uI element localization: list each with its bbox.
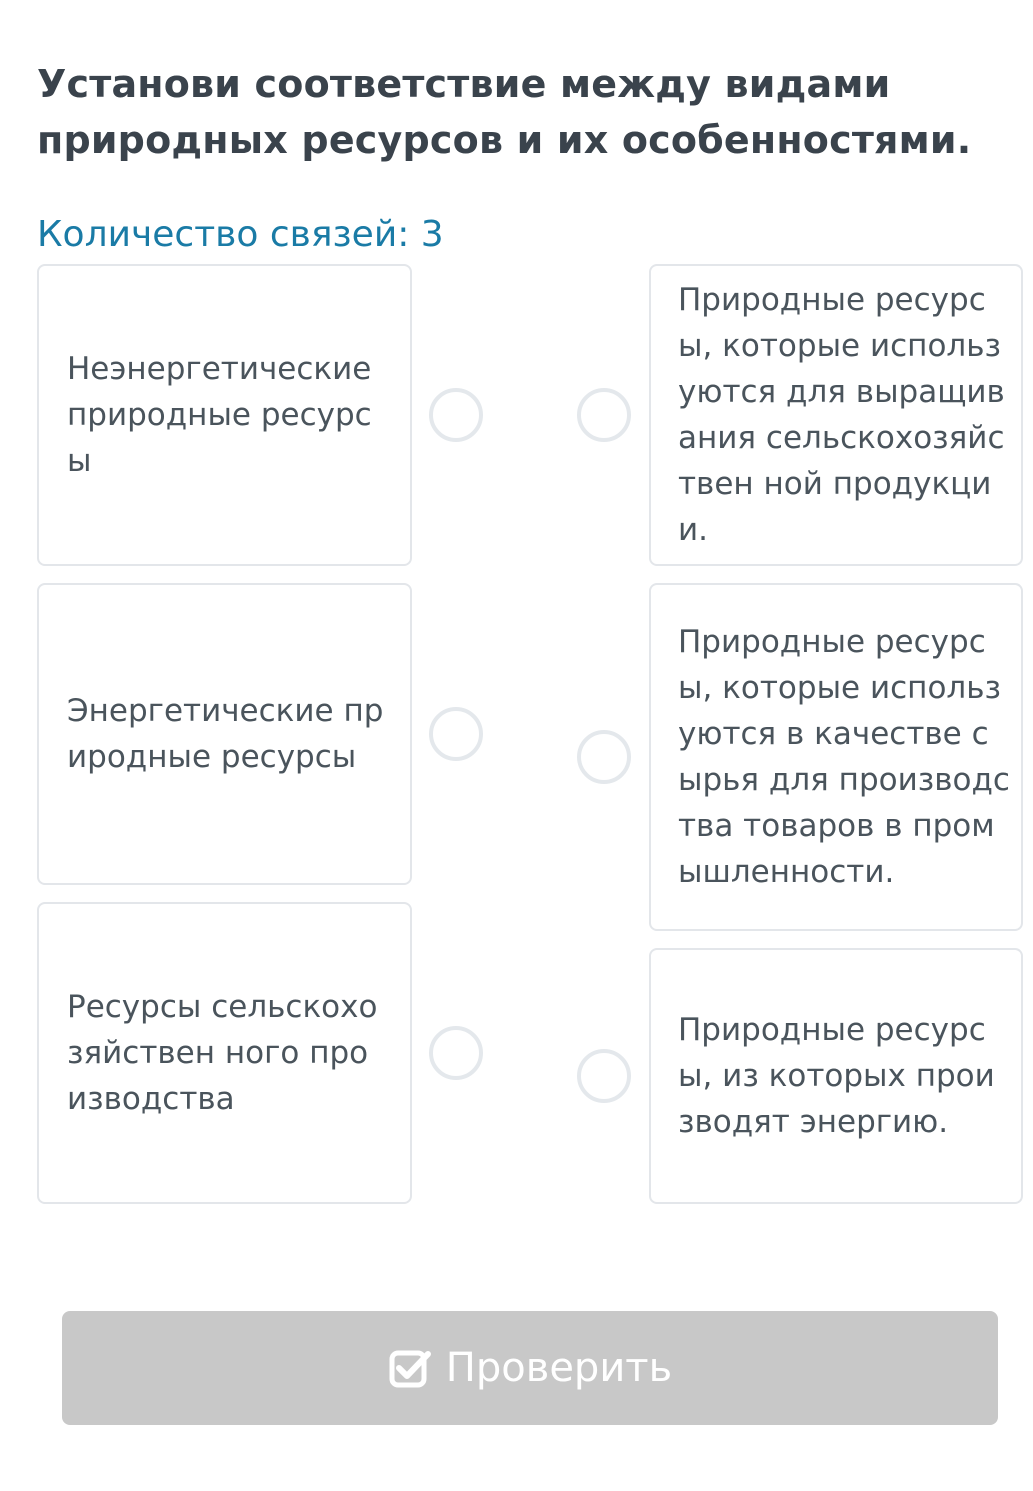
left-connector-dot-1[interactable]	[429, 388, 483, 442]
checkbox-check-icon	[388, 1345, 434, 1391]
right-connector-dot-1[interactable]	[577, 388, 631, 442]
left-item-non-energy-resources[interactable]	[37, 264, 412, 566]
question-title: Установи соответствие между видами природных ресурсов и их особенностями.	[37, 62, 972, 162]
right-item-industrial-raw-materials[interactable]	[649, 583, 1023, 931]
left-item-agricultural-resources[interactable]	[37, 902, 412, 1204]
left-connector-dot-2[interactable]	[429, 707, 483, 761]
left-item-label: Ресурсы сельскохозяйствен ного производства	[67, 989, 378, 1117]
left-item-label: Энергетические природные ресурсы	[67, 693, 384, 775]
right-item-label: Природные ресурсы, которые используются для выращивания сельскохозяйствен ной продукции.	[678, 282, 1005, 548]
right-connector-dot-2[interactable]	[577, 730, 631, 784]
connections-count: Количество связей: 3	[37, 214, 444, 255]
right-item-label: Природные ресурсы, которые используются в качестве сырья для производства товаров в промышленности.	[678, 624, 1010, 890]
right-connector-dot-3[interactable]	[577, 1049, 631, 1103]
right-item-energy-production[interactable]	[649, 948, 1023, 1204]
check-button-label: Проверить	[445, 1345, 673, 1391]
right-item-agricultural-use[interactable]	[649, 264, 1023, 566]
check-button[interactable]	[62, 1311, 998, 1425]
left-item-label: Неэнергетические природные ресурсы	[67, 351, 372, 479]
right-item-label: Природные ресурсы, из которых производят энергию.	[678, 1012, 995, 1140]
left-item-energy-resources[interactable]	[37, 583, 412, 885]
left-connector-dot-3[interactable]	[429, 1026, 483, 1080]
